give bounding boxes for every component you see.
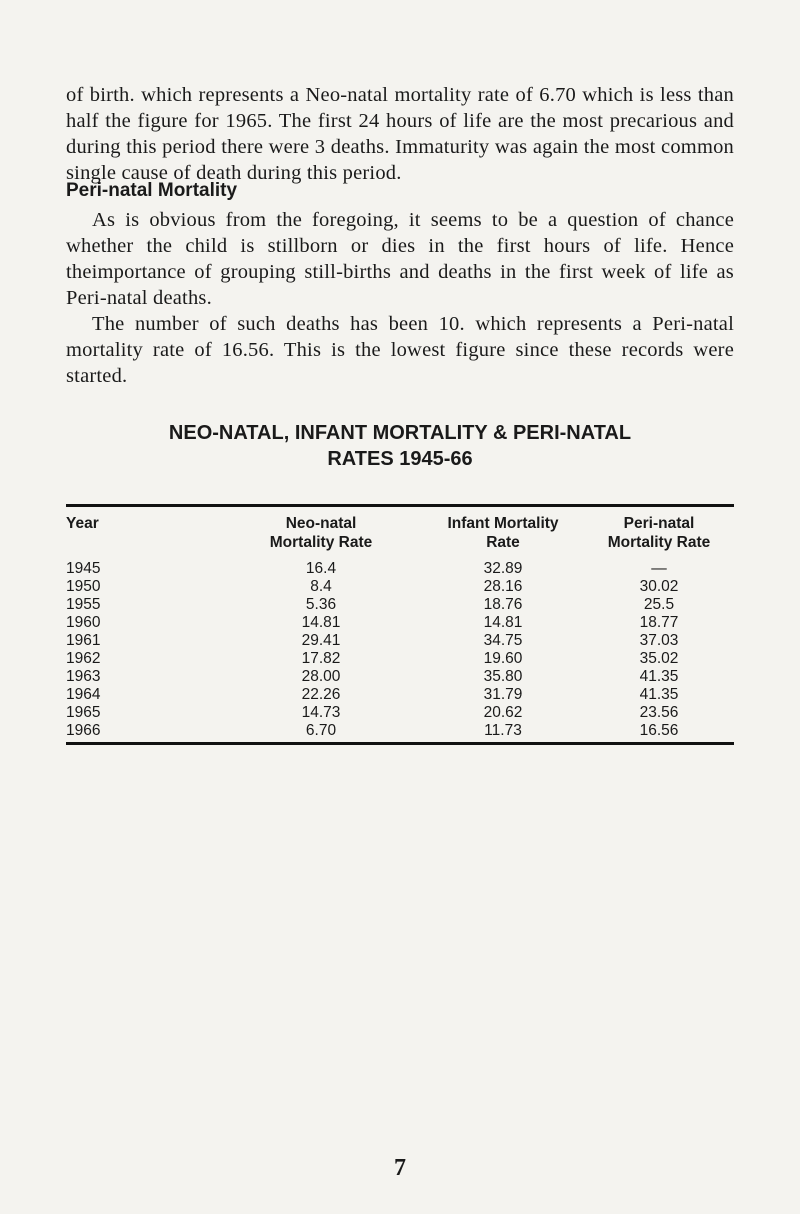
row-year: 1961: [66, 632, 101, 649]
row-neo-natal: 6.70: [305, 722, 337, 739]
row-peri-natal: 30.02: [639, 578, 679, 595]
table-row: [66, 668, 734, 686]
table-row: [66, 650, 734, 668]
table-header: [66, 514, 734, 558]
row-peri-natal: 18.77: [639, 614, 679, 631]
table-row: [66, 632, 734, 650]
row-infant-mortality: 34.75: [483, 632, 523, 649]
row-infant-mortality: 20.62: [483, 704, 523, 721]
row-neo-natal: 14.81: [301, 614, 341, 631]
header-infant-mortality-line-1: Infant Mortality: [447, 515, 559, 532]
row-neo-natal: 8.4: [310, 578, 332, 595]
row-neo-natal: 17.82: [301, 650, 341, 667]
section-heading: Peri-natal Mortality: [66, 180, 238, 201]
row-year: 1960: [66, 614, 101, 631]
row-infant-mortality: 31.79: [483, 686, 523, 703]
table-row: [66, 722, 734, 740]
row-year: 1955: [66, 596, 101, 613]
row-neo-natal: 28.00: [301, 668, 341, 685]
row-year: 1950: [66, 578, 101, 595]
header-neo-natal-line-2: Mortality Rate: [269, 534, 373, 551]
header-year: Year: [66, 515, 99, 532]
row-year: 1962: [66, 650, 101, 667]
header-infant-mortality: [418, 514, 588, 552]
header-peri-natal: [574, 514, 744, 552]
table-row: [66, 704, 734, 722]
peri-natal-rate-paragraph: The number of such deaths has been 10. which represents a Peri-natal mortality rate of 16.56. This is the lowest figure since these records were started.: [66, 313, 734, 387]
row-year: 1945: [66, 560, 101, 577]
table-title-line-2: RATES 1945-66: [327, 448, 473, 470]
table-row: [66, 578, 734, 596]
table-row: [66, 686, 734, 704]
peri-natal-paragraph: As is obvious from the foregoing, it seems to be a question of chance whether the child is stillborn or dies in the first hours of life. Hence theimportance of grouping still-births and deaths in the first week of life as Peri-natal deaths.: [66, 209, 734, 309]
header-peri-natal-line-2: Mortality Rate: [607, 534, 711, 551]
row-year: 1964: [66, 686, 101, 703]
table-row: [66, 614, 734, 632]
row-year: 1965: [66, 704, 101, 721]
row-neo-natal: 14.73: [301, 704, 341, 721]
intro-paragraph: of birth. which represents a Neo-natal mortality rate of 6.70 which is less than half the figure for 1965. The first 24 hours of life are the most precarious and during this period there were 3 deaths. Immaturity was again the most common single cause of death during this period.: [66, 84, 734, 184]
table-top-rule: [66, 504, 734, 507]
row-peri-natal: —: [651, 560, 667, 577]
row-neo-natal: 22.26: [301, 686, 341, 703]
header-infant-mortality-line-2: Rate: [486, 534, 520, 551]
row-infant-mortality: 19.60: [483, 650, 523, 667]
row-infant-mortality: 18.76: [483, 596, 523, 613]
row-infant-mortality: 35.80: [483, 668, 523, 685]
header-neo-natal-line-1: Neo-natal: [285, 515, 357, 532]
row-peri-natal: 41.35: [639, 686, 679, 703]
table-title-line-1: NEO-NATAL, INFANT MORTALITY & PERI-NATAL: [168, 422, 632, 444]
row-neo-natal: 5.36: [305, 596, 337, 613]
header-neo-natal: [236, 514, 406, 552]
row-year: 1963: [66, 668, 101, 685]
row-peri-natal: 25.5: [643, 596, 675, 613]
table-bottom-rule: [66, 742, 734, 745]
row-infant-mortality: 32.89: [483, 560, 523, 577]
row-infant-mortality: 14.81: [483, 614, 523, 631]
row-infant-mortality: 28.16: [483, 578, 523, 595]
row-neo-natal: 16.4: [305, 560, 337, 577]
row-year: 1966: [66, 722, 101, 739]
row-peri-natal: 35.02: [639, 650, 679, 667]
row-peri-natal: 37.03: [639, 632, 679, 649]
table-row: [66, 596, 734, 614]
row-peri-natal: 41.35: [639, 668, 679, 685]
row-infant-mortality: 11.73: [484, 722, 522, 739]
page-number: 7: [394, 1155, 406, 1181]
header-peri-natal-line-1: Peri-natal: [623, 515, 695, 532]
row-neo-natal: 29.41: [301, 632, 341, 649]
row-peri-natal: 16.56: [639, 722, 679, 739]
row-peri-natal: 23.56: [639, 704, 679, 721]
table-row: [66, 560, 734, 578]
